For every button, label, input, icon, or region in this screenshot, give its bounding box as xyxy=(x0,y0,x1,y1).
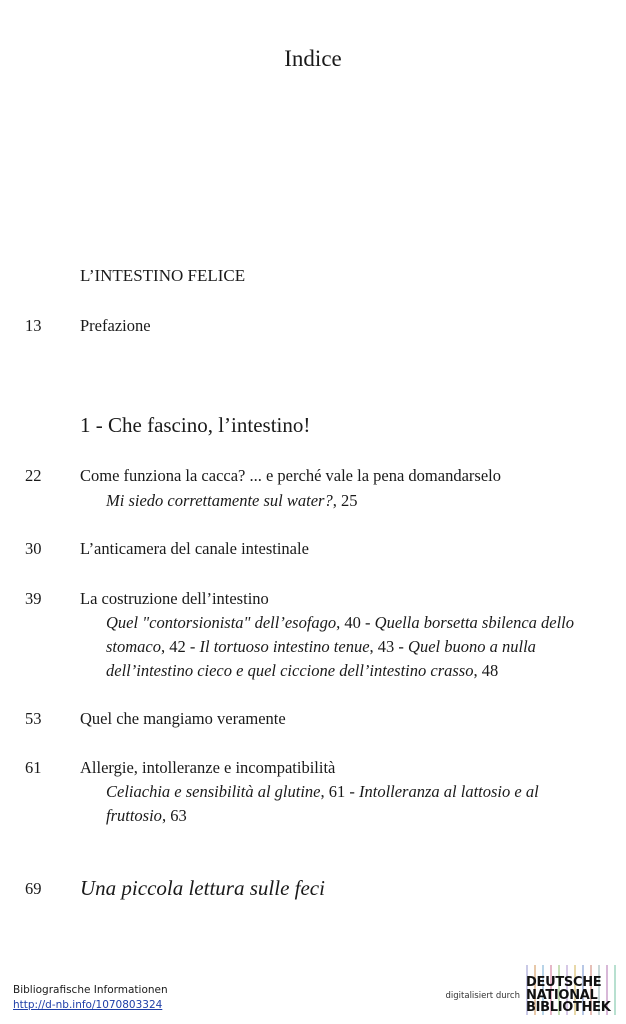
entry-title: L’anticamera del canale intestinale xyxy=(80,539,309,558)
digitized-label: digitalisiert durch xyxy=(445,991,520,1001)
page-number: 61 xyxy=(25,758,42,777)
entry-title: Allergie, intolleranze e incompatibilità xyxy=(80,758,336,777)
part-title: L’INTESTINO FELICE xyxy=(80,266,246,285)
subsection-page: 25 xyxy=(340,491,358,510)
subsection-title: Quella borsetta sbilenca dello stomaco xyxy=(106,613,575,656)
page-number: 39 xyxy=(25,589,42,608)
subsection-title: Mi siedo correttamente sul water? xyxy=(106,491,333,510)
logo-line: BIBLIOTHEK xyxy=(526,1000,611,1015)
bibliographic-info xyxy=(13,983,168,1013)
logo-line: DEUTSCHE xyxy=(526,975,602,990)
logo-line: NATIONAL xyxy=(526,987,598,1003)
page-number: 69 xyxy=(25,879,42,898)
entry-title: Come funziona la cacca? ... e perché vale la pena domandarselo xyxy=(80,466,501,485)
entry-subsections: Celiachia e sensibilità al glutine, 61 - Intolleranza al lattosio e al fruttosio, 63 xyxy=(106,782,539,825)
page-number: 30 xyxy=(25,539,42,558)
entry-title: Quel che mangiamo veramente xyxy=(80,709,286,728)
bib-link[interactable]: http://d-nb.info/1070803324 xyxy=(13,999,163,1011)
subsection-page: 42 xyxy=(169,637,186,656)
entry-title: Una piccola lettura sulle feci xyxy=(80,876,325,900)
subsection-page: 48 xyxy=(481,661,499,680)
subsection-title: Celiachia e sensibilità al glutine xyxy=(106,782,321,801)
page-number: 13 xyxy=(25,316,42,335)
subsection-page: 43 xyxy=(377,637,395,656)
subsection-title: Intolleranza al lattosio e al fruttosio xyxy=(106,782,539,825)
subsection-title: Il tortuoso intestino tenue xyxy=(199,637,370,656)
page-title: Indice xyxy=(284,46,342,71)
subsection-page: 63 xyxy=(170,806,187,825)
page-number: 53 xyxy=(25,709,42,728)
logo-text xyxy=(526,965,616,1015)
entry-title: La costruzione dell’intestino xyxy=(80,589,269,608)
entry-subsections: Mi siedo correttamente sul water?, 25 xyxy=(106,491,358,510)
subsection-page: 61 xyxy=(328,782,346,801)
chapter-title: 1 - Che fascino, l’intestino! xyxy=(80,413,311,437)
entry-title: Prefazione xyxy=(80,316,151,335)
subsection-title: Quel buono a nulla dell’intestino cieco e quel ciccione dell’intestino crasso xyxy=(106,637,536,680)
subsection-page: 40 xyxy=(344,613,361,632)
digitized-by xyxy=(446,965,616,1015)
subsection-title: Quel "contorsionista" dell’esofago xyxy=(106,613,337,632)
page-number: 22 xyxy=(25,466,42,485)
entry-subsections: Quel "contorsionista" dell’esofago, 40 - Quella borsetta sbilenca dello stomaco, 42 - Il tortuoso intestino tenue, 43 - Quel buono a nulla dell’intestino cieco e quel ciccione dell’intestino crasso, 48 xyxy=(106,613,575,680)
dnb-logo xyxy=(526,965,616,1015)
bib-label: Bibliografische Informationen xyxy=(13,984,168,996)
